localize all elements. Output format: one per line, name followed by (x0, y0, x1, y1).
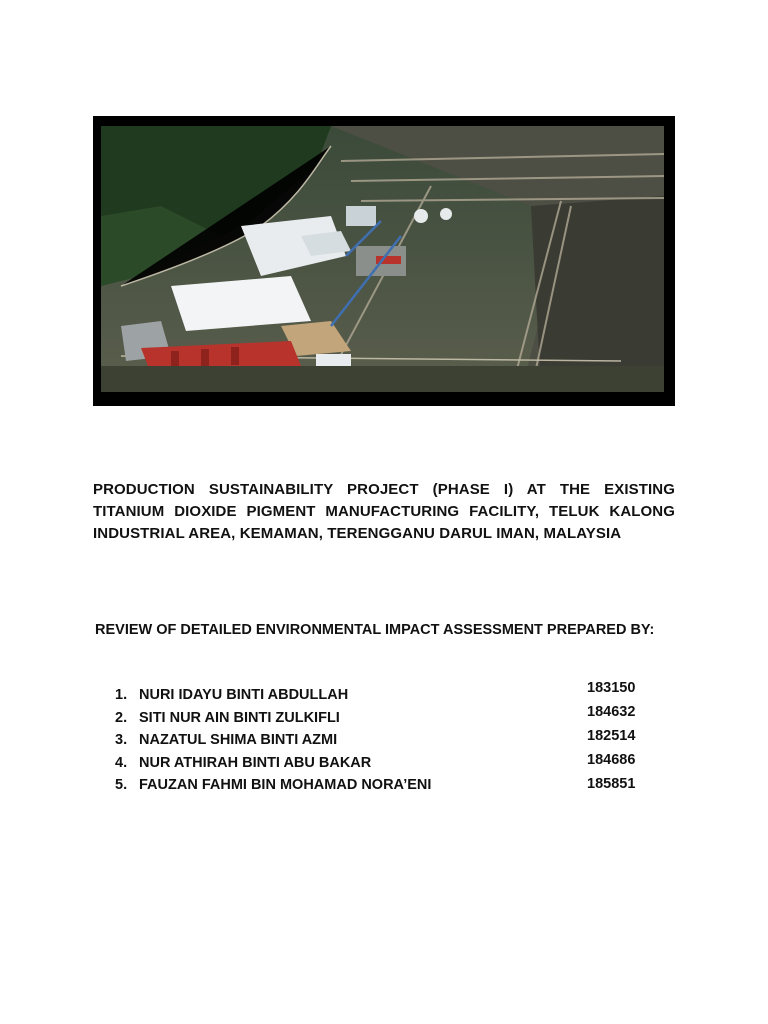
member-item (115, 774, 431, 797)
member-item (115, 729, 431, 752)
member-id: 183150 (587, 680, 636, 696)
member-number: 1. (115, 687, 128, 703)
member-name: NAZATUL SHIMA BINTI AZMI (139, 732, 338, 748)
member-item (115, 707, 431, 730)
document-title: PRODUCTION SUSTAINABILITY PROJECT (PHASE I) AT THE EXISTING TITANIUM DIOXIDE PIGMENT MANUFACTURING FACILITY, TELUK KALONG INDUSTRIAL AREA, KEMAMAN, TERENGGANU DARUL IMAN, MALAYSIA (93, 481, 675, 542)
aerial-factory-photo-icon (101, 126, 664, 392)
member-list (115, 684, 431, 797)
member-name: NURI IDAYU BINTI ABDULLAH (139, 687, 349, 703)
member-name: NUR ATHIRAH BINTI ABU BAKAR (139, 754, 372, 771)
member-number: 3. (115, 732, 128, 748)
cover-photo-frame (93, 116, 675, 406)
member-number: 4. (115, 754, 128, 771)
document-subtitle: REVIEW OF DETAILED ENVIRONMENTAL IMPACT ASSESSMENT PREPARED BY: (95, 622, 655, 638)
member-id: 185851 (587, 776, 636, 792)
member-number: 5. (115, 777, 128, 793)
member-id: 184632 (587, 704, 636, 720)
member-name: SITI NUR AIN BINTI ZULKIFLI (139, 709, 340, 726)
member-name: FAUZAN FAHMI BIN MOHAMAD NORA’ENI (139, 777, 432, 793)
member-id: 184686 (587, 752, 636, 768)
member-id: 182514 (587, 728, 636, 744)
member-item (115, 752, 431, 775)
member-item (115, 684, 431, 707)
member-id-list (587, 676, 635, 796)
member-number: 2. (115, 709, 128, 726)
